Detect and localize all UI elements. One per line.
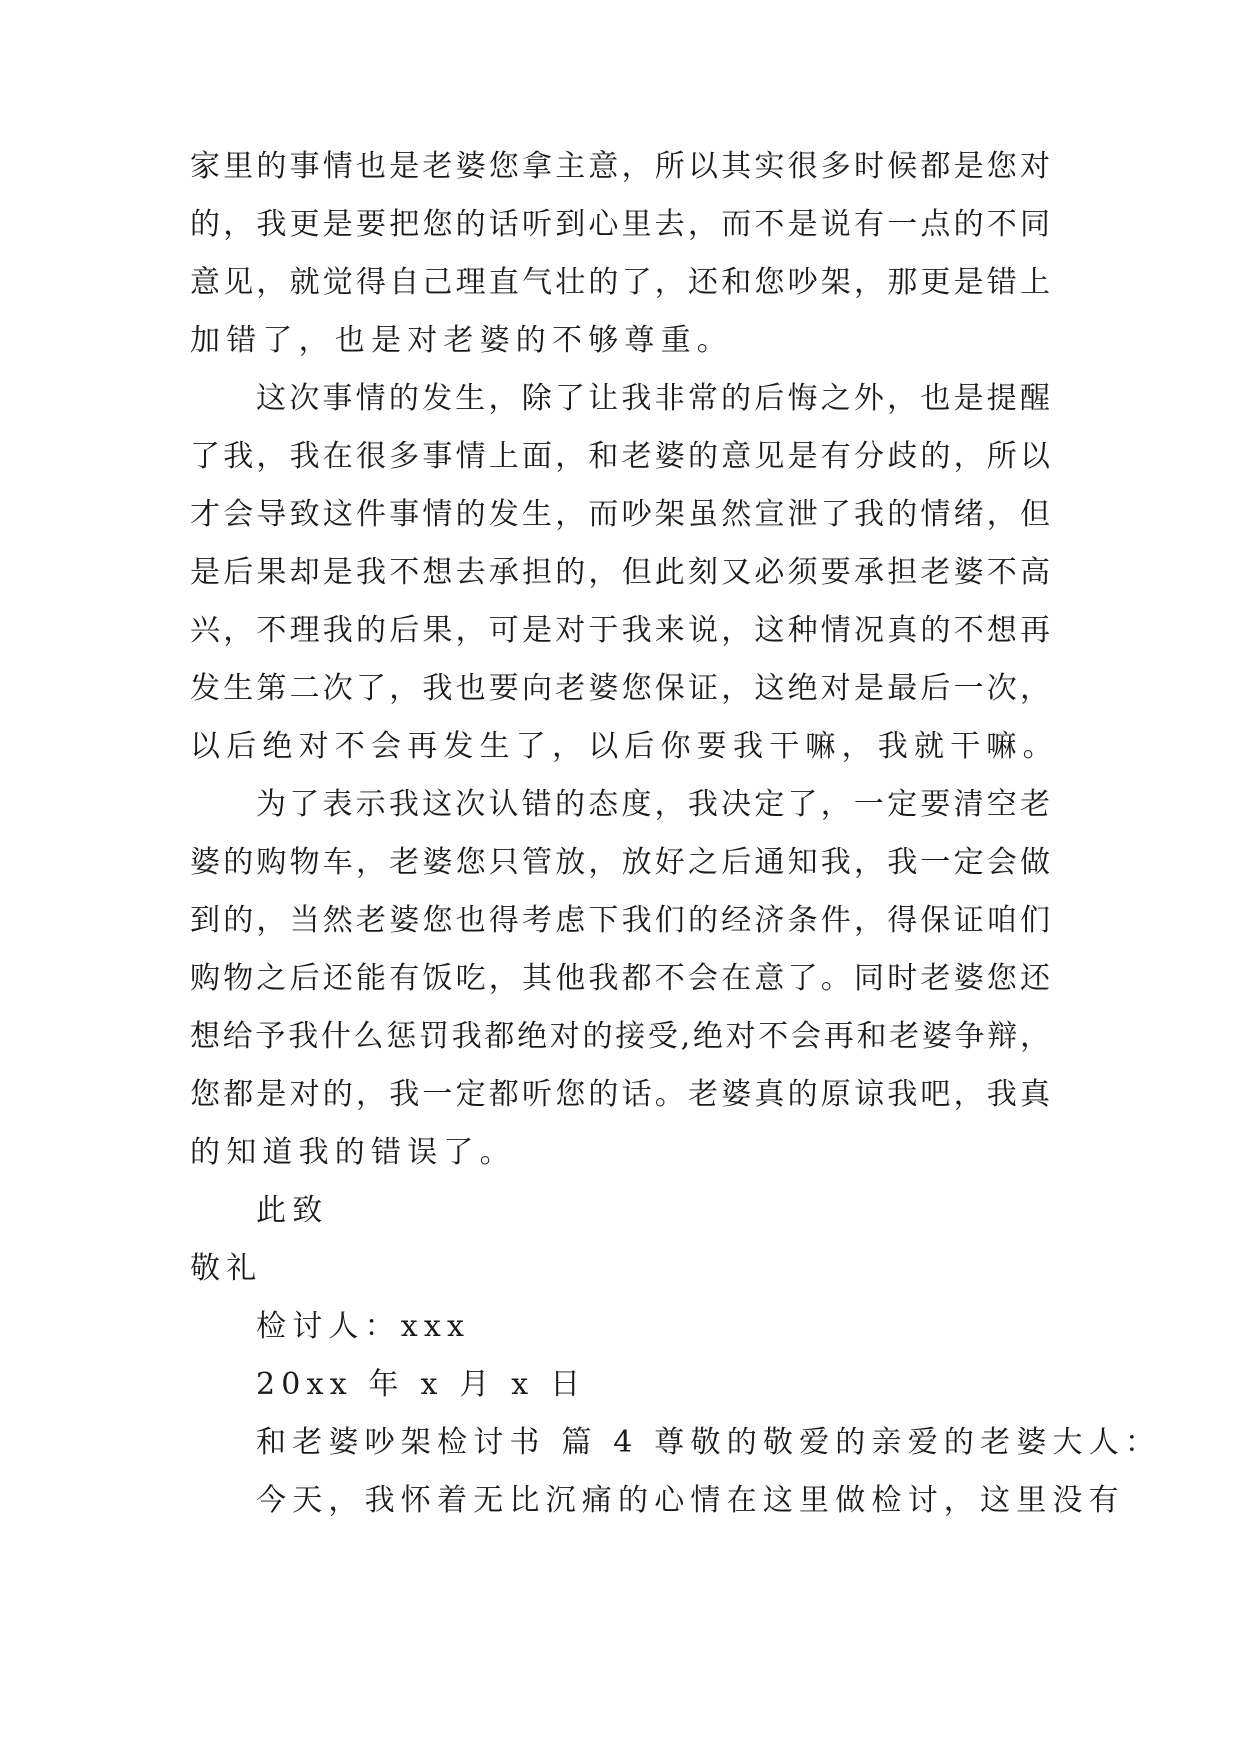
text-line-7: 才会导致这件事情的发生，而吵架虽然宣泄了我的情绪，但 — [190, 497, 1050, 532]
text-line-18: 的知道我的错误了。 — [190, 1135, 516, 1170]
text-line-11: 以后绝对不会再发生了，以后你要我干嘛，我就干嘛。 — [190, 729, 1059, 764]
text-line-2: 的，我更是要把您的话听到心里去，而不是说有一点的不同 — [190, 207, 1050, 242]
text-line-3: 意见，就觉得自己理直气壮的了，还和您吵架，那更是错上 — [190, 265, 1050, 300]
text-line-10: 发生第二次了，我也要向老婆您保证，这绝对是最后一次， — [190, 671, 1050, 706]
text-line-16: 想给予我什么惩罚我都绝对的接受,绝对不会再和老婆争辩， — [190, 1019, 1050, 1054]
signature-date: 20xx 年 x 月 x 日 — [256, 1367, 587, 1402]
text-line-15: 购物之后还能有饭吃，其他我都不会在意了。同时老婆您还 — [190, 961, 1050, 996]
text-line-4: 加错了，也是对老婆的不够尊重。 — [190, 323, 733, 358]
text-line-14: 到的，当然老婆您也得考虑下我们的经济条件，得保证咱们 — [190, 903, 1050, 938]
text-line-12: 为了表示我这次认错的态度，我决定了，一定要清空老 — [256, 787, 1050, 822]
text-line-13: 婆的购物车，老婆您只管放，放好之后通知我，我一定会做 — [190, 845, 1050, 880]
closing-salutation: 此致 — [256, 1193, 329, 1228]
signature-author: 检讨人：xxx — [256, 1309, 471, 1344]
text-line-9: 兴，不理我的后果，可是对于我来说，这种情况真的不想再 — [190, 613, 1050, 648]
text-line-17: 您都是对的，我一定都听您的话。老婆真的原谅我吧，我真 — [190, 1077, 1050, 1112]
text-line-1: 家里的事情也是老婆您拿主意，所以其实很多时候都是您对 — [190, 149, 1050, 184]
text-line-8: 是后果却是我不想去承担的，但此刻又必须要承担老婆不高 — [190, 555, 1050, 590]
text-line-5: 这次事情的发生，除了让我非常的后悔之外，也是提醒 — [256, 381, 1050, 416]
text-line-last: 今天，我怀着无比沉痛的心情在这里做检讨，这里没有 — [256, 1483, 1125, 1518]
section-heading: 和老婆吵架检讨书 篇 4 尊敬的敬爱的亲爱的老婆大人： — [256, 1425, 1162, 1460]
text-line-6: 了我，我在很多事情上面，和老婆的意见是有分歧的，所以 — [190, 439, 1050, 474]
closing-regards: 敬礼 — [190, 1251, 263, 1286]
